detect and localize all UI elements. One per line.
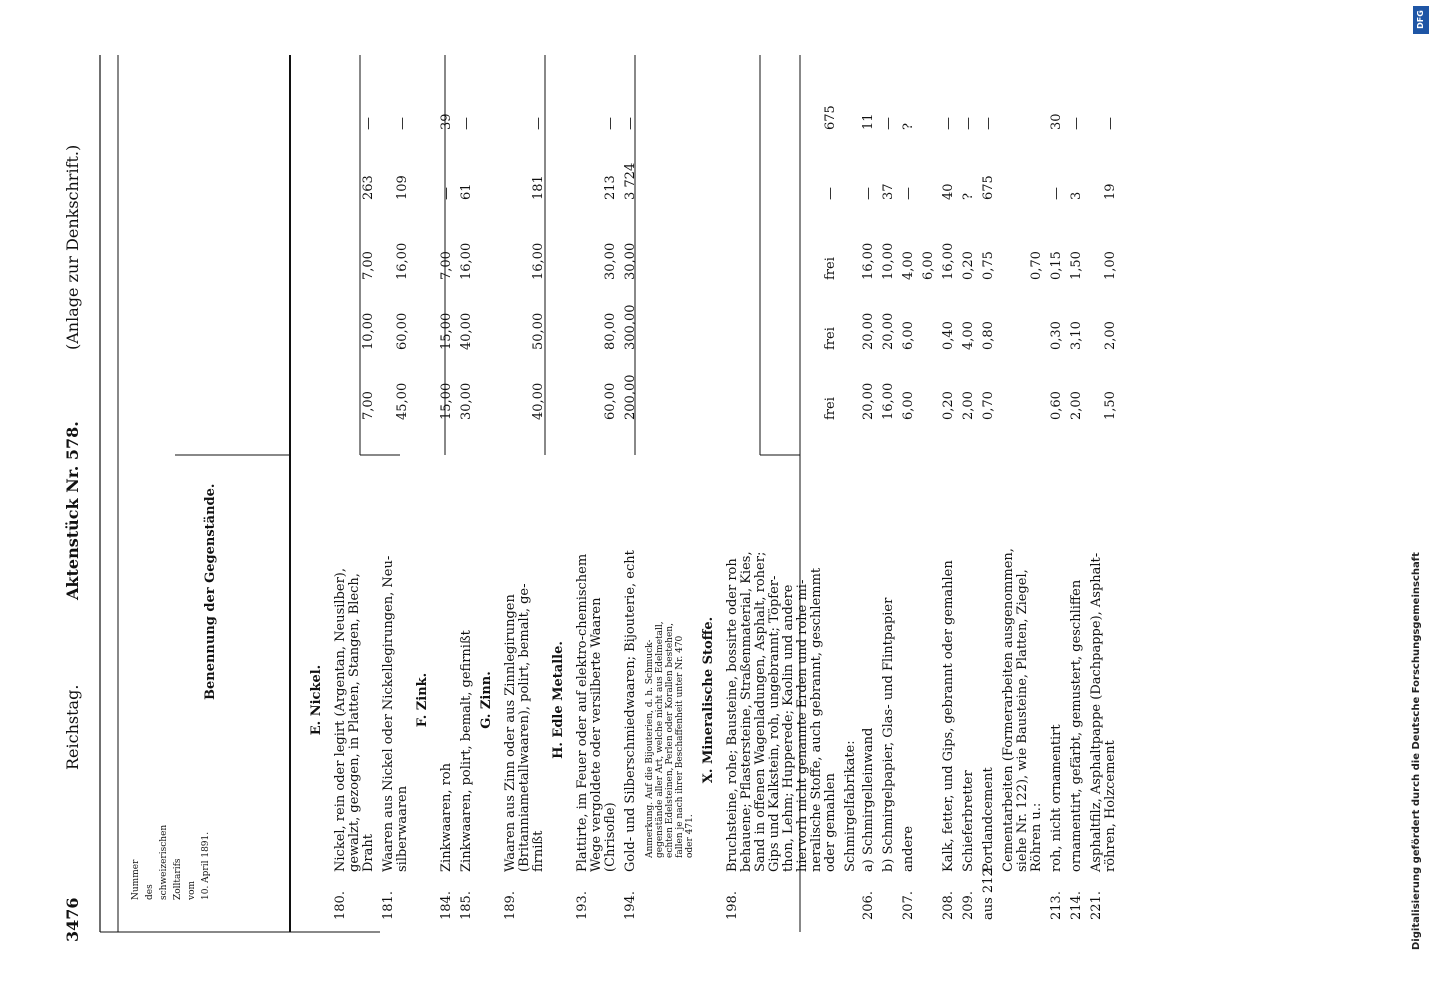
item-description-line: Sand in offenen Wagenladungen, Asphalt, roher;: [753, 551, 768, 872]
existing-rate: 0,75: [981, 251, 996, 280]
value-bound: —: [941, 117, 956, 130]
item-description-line: gewalzt, gezogen, in Platten, Stangen, Blech,: [347, 573, 362, 872]
value-bound: —: [623, 117, 638, 130]
item-number: 185.: [459, 891, 474, 920]
item-number: 206.: [861, 891, 876, 920]
general-tariff-rate: frei: [823, 327, 838, 350]
column-headers: [131, 484, 218, 901]
new-treaty-rate: 40,00: [531, 382, 546, 420]
item-description-line: Röhren u.:: [1029, 802, 1044, 872]
general-tariff-rate: 20,00: [881, 312, 896, 350]
section-heading: X. Mineralische Stoffe.: [701, 616, 716, 784]
existing-rate: 7,00: [439, 251, 454, 280]
general-tariff-rate: 60,00: [395, 312, 410, 350]
item-description-line: Kalk, fetter, und Gips, gebrannt oder gemahlen: [941, 560, 956, 872]
existing-rate: 1,00: [1103, 251, 1118, 280]
item-description-line: oder gemahlen: [823, 773, 838, 872]
general-tariff-rate: 6,00: [901, 321, 916, 350]
page-number: 3476: [63, 897, 82, 942]
existing-rate: 4,00: [901, 251, 916, 280]
value-bound: —: [395, 117, 410, 130]
item-number: 209.: [961, 891, 976, 920]
new-treaty-rate: 6,00: [901, 391, 916, 420]
value-reduced: 181: [531, 175, 546, 200]
item-description-line: firnißt: [531, 830, 546, 872]
general-tariff-rate: 40,00: [459, 312, 474, 350]
note-line: Anmerkung. Auf die Bijouterien, d. h. Schmuck-: [645, 639, 655, 858]
note-line: gegenstände aller Art, welche nicht aus Edelmetall,: [655, 621, 665, 858]
existing-rate: 6,00: [921, 251, 936, 280]
value-bound: —: [981, 117, 996, 130]
item-description-line: Plattirte, im Feuer oder auf elektro-chemischem: [575, 553, 590, 872]
general-tariff-rate: 50,00: [531, 312, 546, 350]
new-treaty-rate: 0,20: [941, 391, 956, 420]
value-bound: —: [1103, 117, 1118, 130]
item-number: 214.: [1069, 891, 1084, 920]
existing-rate: 0,70: [1029, 251, 1044, 280]
section-heading: F. Zink.: [415, 672, 430, 728]
item-number: 221.: [1089, 891, 1104, 920]
item-description-line: (Britanniametallwaaren), polirt, bemalt, ge-: [517, 583, 532, 872]
value-reduced: —: [901, 187, 916, 200]
new-treaty-rate: 20,00: [861, 382, 876, 420]
item-number: 207.: [901, 891, 916, 920]
new-treaty-rate: frei: [823, 397, 838, 420]
value-bound: 675: [823, 105, 838, 130]
existing-rate: 30,00: [623, 242, 638, 280]
item-description-line: röhren, Holzcement: [1103, 740, 1118, 872]
note-line: fallen je nach ihrer Beschaffenheit unter Nr. 470: [675, 635, 685, 858]
section-heading: G. Zinn.: [479, 671, 494, 729]
value-bound: —: [361, 117, 376, 130]
item-description-line: Gold- und Silberschmiedwaaren; Bijouterie, echt: [623, 550, 638, 872]
value-reduced: ?: [961, 193, 976, 200]
existing-rate: 10,00: [881, 242, 896, 280]
new-treaty-rate: 15,00: [439, 382, 454, 420]
general-tariff-rate: 20,00: [861, 312, 876, 350]
new-treaty-rate: 16,00: [881, 382, 896, 420]
item-number: 198.: [725, 891, 740, 920]
item-description-line: behauene; Pflastersteine, Straßenmaterial, Kies,: [739, 551, 754, 872]
value-bound: ?: [901, 123, 916, 130]
item-description-line: a) Schmirgelleinwand: [861, 727, 876, 872]
value-bound: 39: [439, 113, 454, 130]
item-description-line: Gips und Kalkstein, roh, ungebrannt; Töpfer-: [767, 575, 782, 872]
sub-heading: Schmirgelfabrikate:: [843, 740, 858, 872]
new-treaty-rate: 200,00: [623, 374, 638, 420]
item-description-line: Wege vergoldete oder versilberte Waaren: [589, 597, 604, 872]
value-reduced: 675: [981, 175, 996, 200]
item-description-line: b) Schmirgelpapier, Glas- und Flintpapier: [881, 597, 896, 872]
value-reduced: 3 724: [623, 162, 638, 200]
general-tariff-rate: 300,00: [623, 304, 638, 350]
header-title: Aktenstück Nr. 578.: [63, 421, 82, 600]
general-tariff-rate: 15,00: [439, 312, 454, 350]
new-treaty-rate: 60,00: [603, 382, 618, 420]
page-content: [63, 10, 1118, 942]
col-number-header: Nummer des schweizerischen Zolltarifs vom 10. April 1891.: [131, 824, 211, 900]
item-number: 180.: [333, 891, 348, 920]
item-description-line: Nickel, rein oder legirt (Argentan, Neusilber),: [333, 567, 348, 872]
item-description-line: Waaren aus Nickel oder Nickellegirungen, Neu-: [381, 555, 396, 872]
item-description-line: (Chrisofle): [603, 802, 618, 872]
item-description-line: neralische Stoffe, auch gebrannt, geschlemmt: [809, 567, 824, 872]
value-bound: —: [1069, 117, 1084, 130]
item-description-line: Zinkwaaren, roh: [439, 762, 454, 872]
item-number: 193.: [575, 891, 590, 920]
general-tariff-rate: 0,80: [981, 321, 996, 350]
item-number: 189.: [503, 891, 518, 920]
new-treaty-rate: 30,00: [459, 382, 474, 420]
general-tariff-rate: 10,00: [361, 312, 376, 350]
value-reduced: —: [439, 187, 454, 200]
item-number: 184.: [439, 891, 454, 920]
value-reduced: 37: [881, 183, 896, 200]
value-reduced: —: [861, 187, 876, 200]
value-reduced: 40: [941, 183, 956, 200]
item-description-line: silberwaaren: [395, 785, 410, 872]
item-description-line: siehe Nr. 122), wie Bausteine, Platten, Ziegel,: [1015, 569, 1030, 872]
new-treaty-rate: 2,00: [961, 391, 976, 420]
general-tariff-rate: 2,00: [1103, 321, 1118, 350]
new-treaty-rate: 0,60: [1049, 391, 1064, 420]
item-number: 181.: [381, 891, 396, 920]
col-description-header: Benennung der Gegenstände.: [203, 483, 218, 700]
value-reduced: 3: [1069, 191, 1084, 200]
item-number: aus 212.: [981, 864, 996, 920]
existing-rate: 16,00: [395, 242, 410, 280]
section-heading: H. Edle Metalle.: [551, 641, 566, 759]
table-body: [309, 105, 1118, 920]
value-bound: —: [603, 117, 618, 130]
value-bound: 11: [861, 113, 876, 130]
existing-rate: frei: [823, 257, 838, 280]
existing-rate: 16,00: [861, 242, 876, 280]
item-description-line: Draht: [361, 834, 376, 872]
item-number: 194.: [623, 891, 638, 920]
item-description-line: Portlandcement: [981, 767, 996, 872]
value-bound: —: [881, 117, 896, 130]
item-number: 213.: [1049, 891, 1064, 920]
value-reduced: 19: [1103, 183, 1118, 200]
note-line: echten Edelsteinen, Perlen oder Korallen bestehen,: [665, 623, 675, 858]
item-description-line: roh, nicht ornamentirt: [1049, 724, 1064, 872]
new-treaty-rate: 0,70: [981, 391, 996, 420]
existing-rate: 0,15: [1049, 251, 1064, 280]
dfg-logo: DFG: [1413, 6, 1429, 34]
digitization-note: [1395, 10, 1429, 990]
item-description-line: hiervorh nicht genannte Erden und rohe mi-: [795, 579, 810, 872]
existing-rate: 0,20: [961, 251, 976, 280]
new-treaty-rate: 7,00: [361, 391, 376, 420]
item-number: 208.: [941, 891, 956, 920]
general-tariff-rate: 3,10: [1069, 321, 1084, 350]
value-bound: —: [459, 117, 474, 130]
item-description-line: Waaren aus Zinn oder aus Zinnlegirungen: [503, 594, 518, 872]
existing-rate: 16,00: [531, 242, 546, 280]
value-reduced: 213: [603, 175, 618, 200]
new-treaty-rate: 2,00: [1069, 391, 1084, 420]
header-note: (Anlage zur Denkschrift.): [63, 144, 82, 350]
value-reduced: 61: [459, 183, 474, 200]
item-description-line: Schieferbretter: [961, 770, 976, 872]
item-description-line: Zinkwaaren, polirt, bemalt, gefirnißt: [459, 630, 474, 872]
value-reduced: 109: [395, 175, 410, 200]
new-treaty-rate: 1,50: [1103, 391, 1118, 420]
general-tariff-rate: 80,00: [603, 312, 618, 350]
value-reduced: —: [823, 187, 838, 200]
digitization-note-text: Digitalisierung gefördert durch die Deutsche Forschungsgemeinschaft: [1411, 552, 1422, 950]
value-reduced: 263: [361, 175, 376, 200]
existing-rate: 16,00: [459, 242, 474, 280]
item-description-line: Asphaltfilz, Asphaltpappe (Dachpappe), Asphalt-: [1089, 552, 1104, 872]
existing-rate: 7,00: [361, 251, 376, 280]
item-description-line: andere: [901, 825, 916, 872]
existing-rate: 30,00: [603, 242, 618, 280]
item-description-line: thon, Lehm; Hupperede; Kaolin und andere: [781, 584, 796, 872]
general-tariff-rate: 4,00: [961, 321, 976, 350]
value-bound: 30: [1049, 113, 1064, 130]
general-tariff-rate: 0,30: [1049, 321, 1064, 350]
value-reduced: —: [1049, 187, 1064, 200]
new-treaty-rate: 45,00: [395, 382, 410, 420]
item-description-line: Bruchsteine, rohe; Bausteine, bossirte oder roh: [725, 558, 740, 872]
existing-rate: 1,50: [1069, 251, 1084, 280]
existing-rate: 16,00: [941, 242, 956, 280]
value-bound: —: [961, 117, 976, 130]
general-tariff-rate: 0,40: [941, 321, 956, 350]
value-bound: —: [531, 117, 546, 130]
note-line: oder 471.: [685, 814, 695, 858]
section-heading: E. Nickel.: [309, 664, 324, 736]
item-description-line: Cementarbeiten (Formerarbeiten ausgenommen,: [1001, 548, 1016, 872]
header-left: Reichstag.: [63, 684, 82, 770]
item-description-line: ornamentirt, gefärbt, gemustert, geschliffen: [1069, 579, 1084, 872]
